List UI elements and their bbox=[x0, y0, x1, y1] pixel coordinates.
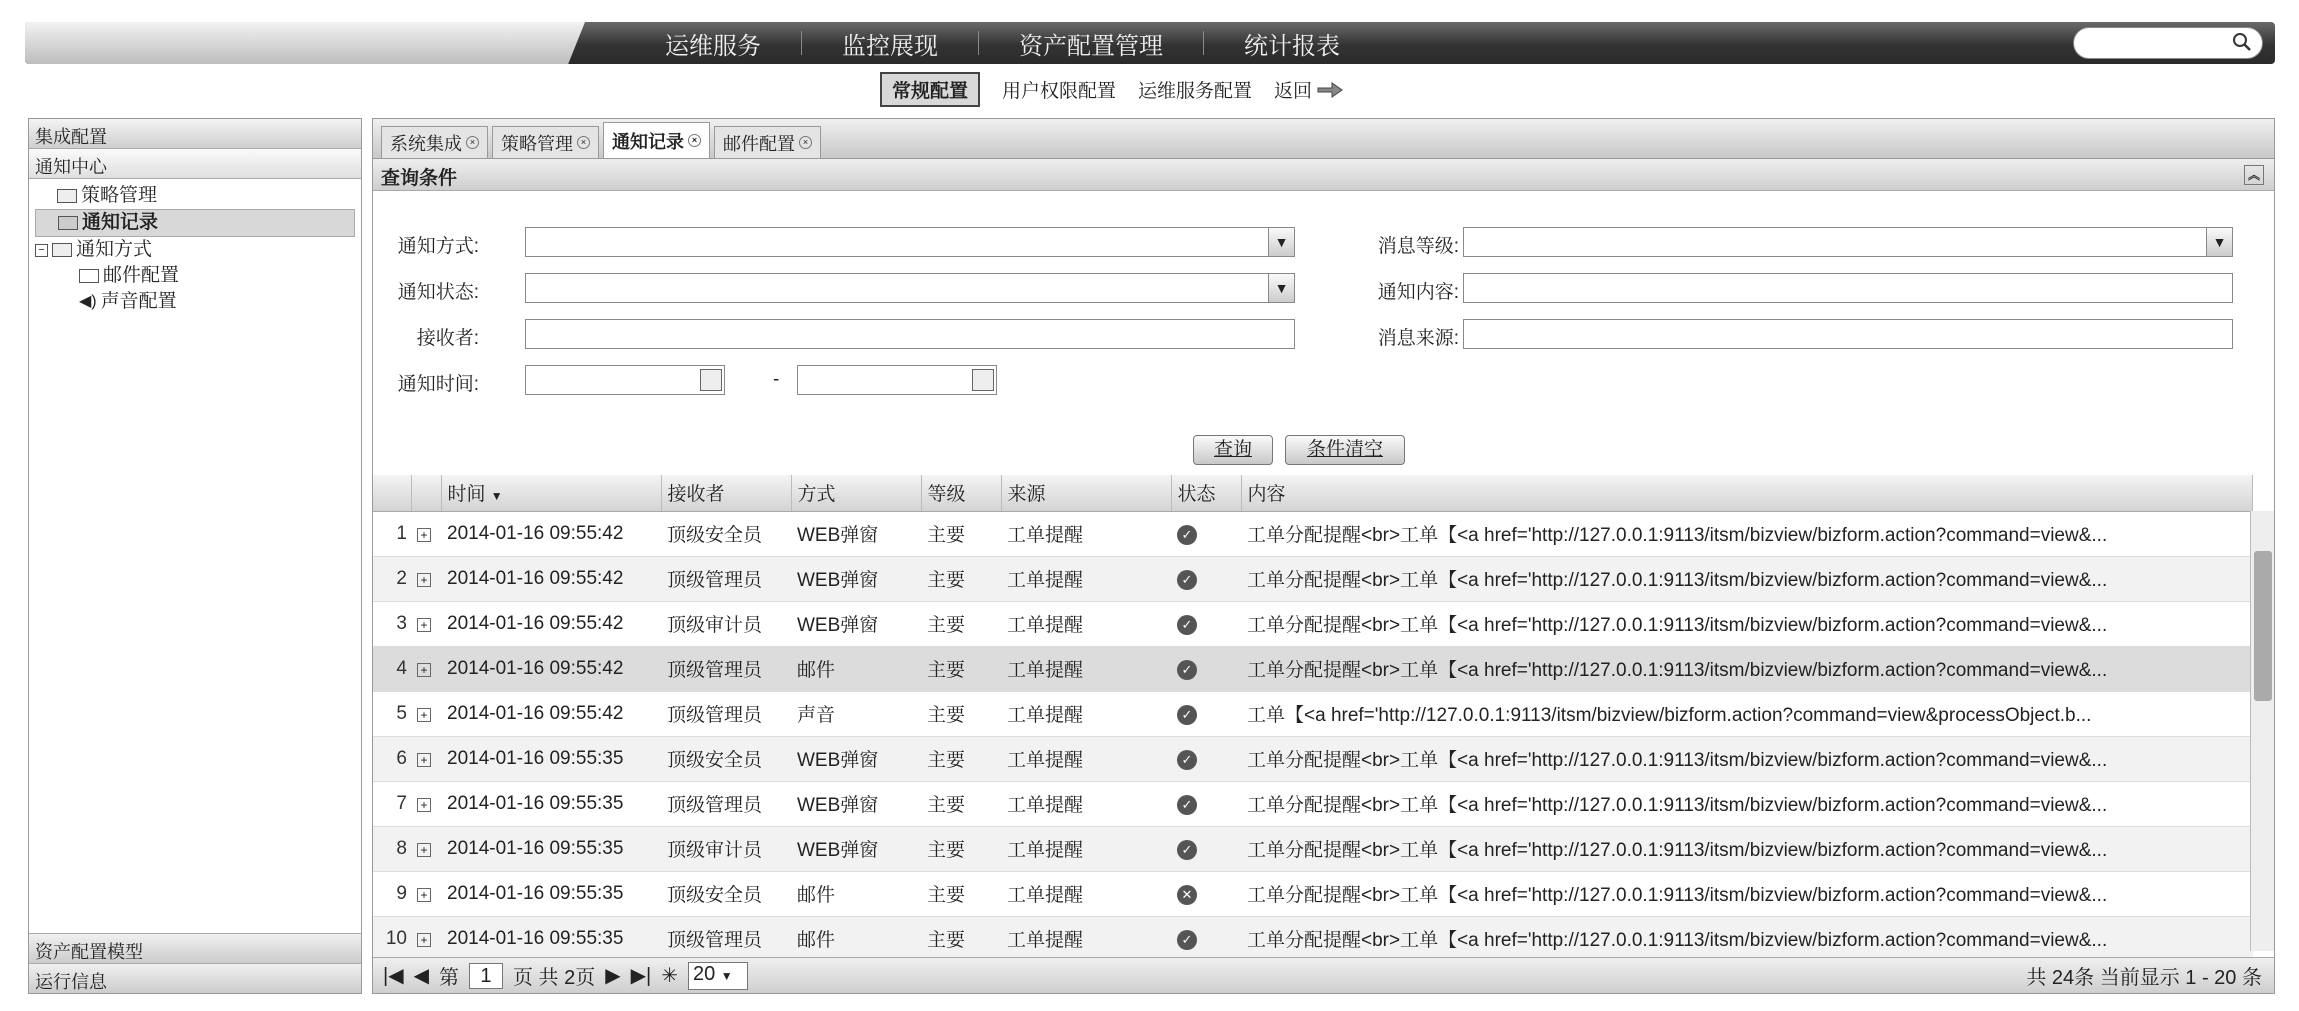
tree-item-notify-record[interactable] bbox=[35, 209, 355, 237]
cell-receiver: 顶级管理员 bbox=[661, 691, 791, 736]
table-row[interactable] bbox=[373, 916, 2253, 961]
expand-icon[interactable]: + bbox=[417, 573, 431, 587]
arrow-right-icon bbox=[1316, 81, 1344, 99]
cell-level: 主要 bbox=[921, 871, 1001, 916]
close-icon[interactable]: × bbox=[799, 136, 812, 149]
tab-notify-record[interactable] bbox=[603, 122, 710, 158]
cell-status bbox=[1171, 736, 1241, 781]
expand-icon[interactable]: + bbox=[417, 618, 431, 632]
page-prefix: 第 bbox=[438, 967, 459, 989]
list-icon bbox=[58, 216, 78, 230]
cell-status bbox=[1171, 601, 1241, 646]
tab-label: 策略管理 bbox=[501, 133, 573, 154]
speaker-icon: ◀) bbox=[79, 293, 97, 310]
cell-source: 工单提醒 bbox=[1001, 871, 1171, 916]
prev-page-icon[interactable]: ◀ bbox=[413, 965, 429, 987]
top-nav-bar bbox=[25, 22, 2275, 64]
row-expand-cell bbox=[411, 826, 441, 871]
cell-content[interactable]: 工单分配提醒<br>工单【<a href='http://127.0.0.1:9113/itsm/bizview/bizform.action?command=view&... bbox=[1241, 826, 2253, 871]
cell-level: 主要 bbox=[921, 826, 1001, 871]
label-time: 通知时间: bbox=[397, 374, 479, 395]
method-select[interactable] bbox=[525, 227, 1295, 257]
row-number: 6 bbox=[373, 736, 411, 781]
cell-level: 主要 bbox=[921, 556, 1001, 601]
calendar-icon[interactable] bbox=[972, 369, 994, 391]
check-circle-icon: ✓ bbox=[1177, 930, 1197, 950]
row-expand-cell bbox=[411, 511, 441, 556]
row-expand-cell bbox=[411, 601, 441, 646]
close-icon[interactable]: × bbox=[577, 136, 590, 149]
cell-content[interactable]: 工单分配提醒<br>工单【<a href='http://127.0.0.1:9113/itsm/bizview/bizform.action?command=view&... bbox=[1241, 646, 2253, 691]
left-panel bbox=[28, 118, 362, 994]
x-circle-icon: ✕ bbox=[1177, 885, 1197, 905]
table-row[interactable] bbox=[373, 601, 2253, 646]
collapse-up-icon[interactable]: ︽ bbox=[2244, 165, 2264, 185]
col-label: 时间 bbox=[447, 484, 486, 506]
level-select[interactable] bbox=[1463, 227, 2233, 257]
tab-mail-config[interactable] bbox=[714, 126, 821, 158]
nav-item-monitor[interactable]: 监控展现 bbox=[842, 32, 938, 60]
expand-icon[interactable]: + bbox=[417, 708, 431, 722]
check-circle-icon: ✓ bbox=[1177, 525, 1197, 545]
check-circle-icon: ✓ bbox=[1177, 795, 1197, 815]
table-row[interactable] bbox=[373, 781, 2253, 826]
check-circle-icon: ✓ bbox=[1177, 615, 1197, 635]
cell-status bbox=[1171, 826, 1241, 871]
clear-button[interactable]: 条件清空 bbox=[1285, 435, 1405, 465]
cell-receiver: 顶级审计员 bbox=[661, 601, 791, 646]
cell-receiver: 顶级管理员 bbox=[661, 646, 791, 691]
label-level: 消息等级: bbox=[1377, 236, 1459, 257]
table-row[interactable] bbox=[373, 826, 2253, 871]
calendar-icon[interactable] bbox=[700, 369, 722, 391]
table-row[interactable] bbox=[373, 511, 2253, 556]
row-expand-cell bbox=[411, 916, 441, 961]
collapse-icon[interactable]: − bbox=[35, 244, 48, 257]
nav-tree bbox=[29, 179, 361, 319]
expand-icon[interactable]: + bbox=[417, 663, 431, 677]
col-source[interactable]: 来源 bbox=[1001, 475, 1171, 511]
row-number: 1 bbox=[373, 511, 411, 556]
col-content[interactable]: 内容 bbox=[1241, 475, 2253, 511]
tab-policy[interactable] bbox=[492, 126, 599, 158]
cell-source: 工单提醒 bbox=[1001, 511, 1171, 556]
expand-icon[interactable]: + bbox=[417, 753, 431, 767]
close-icon[interactable]: × bbox=[466, 136, 479, 149]
col-method[interactable]: 方式 bbox=[791, 475, 921, 511]
panel-header-asset-model[interactable]: 资产配置模型 bbox=[29, 933, 361, 963]
tab-system-integration[interactable] bbox=[381, 126, 488, 158]
tree-item-policy[interactable] bbox=[35, 183, 355, 209]
tab-label: 通知记录 bbox=[612, 131, 684, 152]
cell-status bbox=[1171, 556, 1241, 601]
row-number: 10 bbox=[373, 916, 411, 961]
cell-time: 2014-01-16 09:55:35 bbox=[441, 781, 661, 826]
tree-item-label: 通知方式 bbox=[76, 239, 153, 260]
subnav-general-config[interactable]: 常规配置 bbox=[880, 72, 980, 107]
panel-header-integration[interactable]: 集成配置 bbox=[29, 119, 361, 149]
cell-status bbox=[1171, 916, 1241, 961]
status-select[interactable] bbox=[525, 273, 1295, 303]
table-row[interactable] bbox=[373, 646, 2253, 691]
back-link[interactable] bbox=[1274, 76, 1344, 103]
col-receiver[interactable]: 接收者 bbox=[661, 475, 791, 511]
cell-method: WEB弹窗 bbox=[791, 601, 921, 646]
folder-open-icon bbox=[52, 243, 72, 257]
check-circle-icon: ✓ bbox=[1177, 840, 1197, 860]
panel-header-runtime-info[interactable]: 运行信息 bbox=[29, 963, 361, 993]
cell-method: WEB弹窗 bbox=[791, 826, 921, 871]
query-title: 查询条件 bbox=[381, 168, 458, 189]
mail-icon bbox=[79, 269, 99, 283]
label-content: 通知内容: bbox=[1377, 282, 1459, 303]
end-date-input[interactable] bbox=[797, 365, 997, 395]
row-expand-cell bbox=[411, 691, 441, 736]
cell-time: 2014-01-16 09:55:42 bbox=[441, 601, 661, 646]
folder-icon bbox=[57, 189, 77, 203]
row-number: 4 bbox=[373, 646, 411, 691]
label-source: 消息来源: bbox=[1377, 328, 1459, 349]
nav-item-asset-config[interactable]: 资产配置管理 bbox=[1019, 32, 1163, 60]
row-expand-cell bbox=[411, 781, 441, 826]
table-row[interactable] bbox=[373, 556, 2253, 601]
expand-icon[interactable]: + bbox=[417, 933, 431, 947]
expand-icon[interactable]: + bbox=[417, 843, 431, 857]
cell-method: WEB弹窗 bbox=[791, 736, 921, 781]
nav-item-ops-service[interactable]: 运维服务 bbox=[665, 32, 761, 60]
search-icon[interactable] bbox=[2232, 32, 2252, 52]
table-row[interactable] bbox=[373, 736, 2253, 781]
cell-content[interactable]: 工单分配提醒<br>工单【<a href='http://127.0.0.1:9113/itsm/bizview/bizform.action?command=view&... bbox=[1241, 871, 2253, 916]
cell-level: 主要 bbox=[921, 781, 1001, 826]
chevron-down-icon[interactable]: ▼ bbox=[1268, 274, 1294, 302]
cell-receiver: 顶级管理员 bbox=[661, 916, 791, 961]
back-label: 返回 bbox=[1274, 81, 1313, 102]
search-button[interactable]: 查询 bbox=[1193, 435, 1273, 465]
cell-method: WEB弹窗 bbox=[791, 556, 921, 601]
query-form bbox=[373, 191, 2274, 504]
cell-method: 邮件 bbox=[791, 871, 921, 916]
cell-receiver: 顶级管理员 bbox=[661, 781, 791, 826]
col-index bbox=[373, 475, 411, 511]
check-circle-icon: ✓ bbox=[1177, 705, 1197, 725]
row-expand-cell bbox=[411, 646, 441, 691]
cell-level: 主要 bbox=[921, 511, 1001, 556]
cell-content[interactable]: 工单分配提醒<br>工单【<a href='http://127.0.0.1:9113/itsm/bizview/bizform.action?command=view&... bbox=[1241, 736, 2253, 781]
subnav-ops-config[interactable]: 运维服务配置 bbox=[1138, 81, 1253, 102]
expand-icon[interactable]: + bbox=[417, 798, 431, 812]
col-expand bbox=[411, 475, 441, 511]
tab-bar bbox=[373, 119, 2274, 159]
record-table bbox=[373, 475, 2274, 962]
expand-icon[interactable]: + bbox=[417, 888, 431, 902]
main-nav bbox=[625, 22, 1380, 64]
receiver-input[interactable] bbox=[525, 319, 1295, 349]
cell-content[interactable]: 工单【<a href='http://127.0.0.1:9113/itsm/bizview/bizform.action?command=view&processObject.b... bbox=[1241, 691, 2253, 736]
nav-item-reports[interactable]: 统计报表 bbox=[1244, 32, 1340, 60]
cell-source: 工单提醒 bbox=[1001, 826, 1171, 871]
cell-status bbox=[1171, 781, 1241, 826]
row-number: 5 bbox=[373, 691, 411, 736]
page-suffix: 页 共 2页 bbox=[512, 967, 596, 989]
cell-method: 邮件 bbox=[791, 916, 921, 961]
cell-receiver: 顶级安全员 bbox=[661, 511, 791, 556]
panel-header-notify-center[interactable]: 通知中心 bbox=[29, 149, 361, 179]
cell-receiver: 顶级安全员 bbox=[661, 736, 791, 781]
cell-source: 工单提醒 bbox=[1001, 781, 1171, 826]
row-expand-cell bbox=[411, 871, 441, 916]
cell-content[interactable]: 工单分配提醒<br>工单【<a href='http://127.0.0.1:9113/itsm/bizview/bizform.action?command=view&... bbox=[1241, 916, 2253, 961]
check-circle-icon: ✓ bbox=[1177, 570, 1197, 590]
sort-down-icon[interactable]: ▼ bbox=[490, 489, 503, 504]
page-number-input[interactable]: 1 bbox=[469, 963, 503, 989]
first-page-icon[interactable]: |◀ bbox=[383, 965, 404, 987]
col-status[interactable]: 状态 bbox=[1171, 475, 1241, 511]
cell-receiver: 顶级审计员 bbox=[661, 826, 791, 871]
cell-level: 主要 bbox=[921, 691, 1001, 736]
chevron-down-icon[interactable]: ▼ bbox=[720, 968, 733, 983]
label-method: 通知方式: bbox=[397, 236, 479, 257]
query-header bbox=[373, 159, 2274, 191]
cell-method: 邮件 bbox=[791, 646, 921, 691]
cell-source: 工单提醒 bbox=[1001, 691, 1171, 736]
sub-nav bbox=[880, 72, 1344, 107]
content-input[interactable] bbox=[1463, 273, 2233, 303]
cell-content[interactable]: 工单分配提醒<br>工单【<a href='http://127.0.0.1:9113/itsm/bizview/bizform.action?command=view&... bbox=[1241, 556, 2253, 601]
cell-level: 主要 bbox=[921, 736, 1001, 781]
cell-source: 工单提醒 bbox=[1001, 916, 1171, 961]
row-number: 7 bbox=[373, 781, 411, 826]
cell-time: 2014-01-16 09:55:42 bbox=[441, 646, 661, 691]
check-circle-icon: ✓ bbox=[1177, 750, 1197, 770]
cell-source: 工单提醒 bbox=[1001, 646, 1171, 691]
cell-status bbox=[1171, 691, 1241, 736]
expand-icon[interactable]: + bbox=[417, 528, 431, 542]
cell-method: WEB弹窗 bbox=[791, 511, 921, 556]
cell-content[interactable]: 工单分配提醒<br>工单【<a href='http://127.0.0.1:9113/itsm/bizview/bizform.action?command=view&... bbox=[1241, 781, 2253, 826]
start-date-input[interactable] bbox=[525, 365, 725, 395]
cell-level: 主要 bbox=[921, 916, 1001, 961]
tree-item-notify-method[interactable] bbox=[35, 237, 355, 263]
close-icon[interactable]: × bbox=[688, 134, 701, 147]
tree-item-mail-config[interactable] bbox=[35, 263, 355, 289]
cell-status bbox=[1171, 871, 1241, 916]
table-row[interactable] bbox=[373, 691, 2253, 736]
row-number: 9 bbox=[373, 871, 411, 916]
row-number: 2 bbox=[373, 556, 411, 601]
col-time[interactable] bbox=[441, 475, 661, 511]
chevron-down-icon[interactable]: ▼ bbox=[1268, 228, 1294, 256]
chevron-down-icon[interactable]: ▼ bbox=[2206, 228, 2232, 256]
cell-status bbox=[1171, 646, 1241, 691]
cell-time: 2014-01-16 09:55:35 bbox=[441, 871, 661, 916]
label-receiver: 接收者: bbox=[416, 328, 479, 349]
tree-item-label: 策略管理 bbox=[81, 185, 158, 206]
cell-level: 主要 bbox=[921, 646, 1001, 691]
cell-source: 工单提醒 bbox=[1001, 556, 1171, 601]
cell-source: 工单提醒 bbox=[1001, 601, 1171, 646]
cell-time: 2014-01-16 09:55:35 bbox=[441, 826, 661, 871]
tree-item-label: 声音配置 bbox=[100, 291, 177, 312]
page-summary: 共 24条 当前显示 1 - 20 条 bbox=[2026, 967, 2262, 989]
cell-method: 声音 bbox=[791, 691, 921, 736]
logo-area bbox=[25, 22, 585, 64]
table-header-row bbox=[373, 475, 2253, 511]
row-expand-cell bbox=[411, 556, 441, 601]
cell-status bbox=[1171, 511, 1241, 556]
row-number: 3 bbox=[373, 601, 411, 646]
tree-item-label: 通知记录 bbox=[82, 212, 159, 233]
main-panel bbox=[372, 118, 2275, 994]
cell-content[interactable]: 工单分配提醒<br>工单【<a href='http://127.0.0.1:9113/itsm/bizview/bizform.action?command=view&... bbox=[1241, 511, 2253, 556]
cell-time: 2014-01-16 09:55:42 bbox=[441, 556, 661, 601]
pagination-bar bbox=[373, 957, 2274, 993]
cell-content[interactable]: 工单分配提醒<br>工单【<a href='http://127.0.0.1:9113/itsm/bizview/bizform.action?command=view&... bbox=[1241, 601, 2253, 646]
vertical-scrollbar[interactable] bbox=[2250, 511, 2274, 951]
cell-level: 主要 bbox=[921, 601, 1001, 646]
check-circle-icon: ✓ bbox=[1177, 660, 1197, 680]
next-page-icon[interactable]: ▶ bbox=[605, 965, 621, 987]
page-size-value: 20 bbox=[692, 962, 716, 985]
search-input[interactable] bbox=[2073, 27, 2263, 59]
scrollbar-thumb[interactable] bbox=[2254, 551, 2272, 701]
subnav-user-permission[interactable]: 用户权限配置 bbox=[1002, 81, 1117, 102]
tree-item-sound-config[interactable] bbox=[35, 289, 355, 315]
page-size-select[interactable] bbox=[688, 962, 748, 990]
cell-time: 2014-01-16 09:55:35 bbox=[441, 736, 661, 781]
cell-source: 工单提醒 bbox=[1001, 736, 1171, 781]
table-row[interactable] bbox=[373, 871, 2253, 916]
cell-time: 2014-01-16 09:55:42 bbox=[441, 691, 661, 736]
cell-receiver: 顶级安全员 bbox=[661, 871, 791, 916]
tab-label: 系统集成 bbox=[390, 133, 462, 154]
col-level[interactable]: 等级 bbox=[921, 475, 1001, 511]
tab-label: 邮件配置 bbox=[723, 133, 795, 154]
row-expand-cell bbox=[411, 736, 441, 781]
cell-time: 2014-01-16 09:55:35 bbox=[441, 916, 661, 961]
last-page-icon[interactable]: ▶| bbox=[630, 965, 652, 987]
cell-time: 2014-01-16 09:55:42 bbox=[441, 511, 661, 556]
date-range-dash: - bbox=[773, 369, 780, 390]
cell-method: WEB弹窗 bbox=[791, 781, 921, 826]
label-status: 通知状态: bbox=[397, 282, 479, 303]
row-number: 8 bbox=[373, 826, 411, 871]
tree-item-label: 邮件配置 bbox=[103, 265, 180, 286]
cell-receiver: 顶级管理员 bbox=[661, 556, 791, 601]
refresh-icon[interactable]: ✳ bbox=[661, 965, 678, 987]
source-input[interactable] bbox=[1463, 319, 2233, 349]
